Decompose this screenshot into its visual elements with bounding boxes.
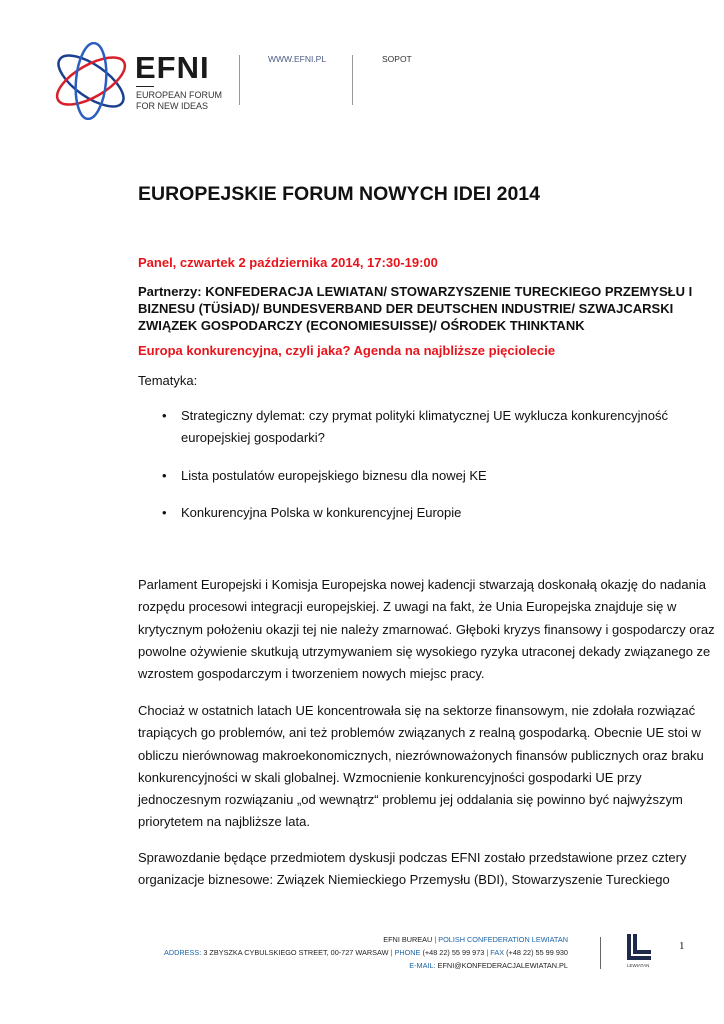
address-label: ADDRESS: — [163, 948, 202, 957]
paragraph-line: konkurencyjności w skali globalnej. Wzmocnienie konkurencyjności gospodarki UE przy — [138, 769, 642, 785]
footer-divider — [600, 937, 601, 969]
paragraph-line: priorytetem na najbliższe lata. — [138, 814, 310, 830]
header-divider — [352, 55, 353, 105]
bullet-icon: • — [162, 468, 167, 483]
location: SOPOT — [382, 54, 412, 64]
paragraph-line: rozpędu procesowi integracji europejskiej. Z uwagi na fakt, że Unia Europejska znajduje się w — [138, 599, 677, 615]
paragraph-line: obliczu nierównowag makroekonomicznych, niezrównoważonych finansów publicznych oraz braku — [138, 747, 704, 763]
logo-subtitle-line: EUROPEAN FORUM — [136, 90, 223, 100]
topic-line: Strategiczny dylemat: czy prymat polityki klimatycznej UE wyklucza konkurencyjność — [181, 408, 668, 423]
topic-line: europejskiej gospodarki? — [181, 430, 325, 446]
lewiatan-logo-text: LEWIATAN — [627, 963, 650, 968]
email-label: E-MAIL: — [409, 961, 436, 970]
email-link[interactable]: EFNI@KONFEDERACJALEWIATAN.PL — [437, 961, 568, 970]
efni-logo-icon — [50, 42, 132, 120]
website-link[interactable]: WWW.EFNI.PL — [268, 54, 327, 64]
paragraph-line: Chociaż w ostatnich latach UE koncentrowała się na sektorze finansowym, nie zdołała rozwiązać — [138, 703, 696, 718]
fax: (+48 22) 55 99 930 — [506, 948, 568, 957]
paragraph-line: wzrostem gospodarczym i tworzeniem nowych miejsc pracy. — [138, 666, 485, 682]
paragraph — [138, 847, 686, 892]
address: 3 ZBYSZKA CYBULSKIEGO STREET, 00-727 WARSAW — [203, 948, 389, 957]
partners-line: ZWIĄZEK GOSPODARCZY (ECONOMIESUISSE)/ OŚRODEK THINKTANK — [138, 318, 585, 333]
logo-title: EFNI — [135, 50, 210, 85]
paragraph-line: Sprawozdanie będące przedmiotem dyskusji podczas EFNI zostało przedstawione przez cztery — [138, 850, 687, 865]
topics-label: Tematyka: — [138, 373, 198, 388]
page-title: EUROPEJSKIE FORUM NOWYCH IDEI 2014 — [138, 183, 540, 205]
paragraph-line: krytycznym położeniu okazji tej nie należy zmarnować. Głęboki kryzys finansowy i gospodarczy oraz — [138, 621, 715, 637]
bullet-icon: • — [162, 505, 167, 520]
phone-label: PHONE — [394, 948, 421, 957]
fax-label: FAX — [490, 948, 505, 957]
lewiatan-logo-icon — [625, 932, 657, 960]
paragraph-line: jednoczesnym rozwiązaniu „od wewnątrz“ problemu jej oddalania się powinno być najwyższym — [138, 792, 683, 808]
phone: (+48 22) 55 99 973 — [422, 948, 485, 957]
partners-line: BIZNESU (TÜSİAD)/ BUNDESVERBAND DER DEUTSCHEN INDUSTRIE/ SZWAJCARSKI — [138, 301, 674, 316]
logo-subtitle-line: FOR NEW IDEAS — [136, 101, 209, 111]
paragraph-line: organizacje biznesowe: Związek Niemieckiego Przemysłu (BDI), Stowarzyszenie Tureckiego — [138, 872, 670, 888]
panel-info: Panel, czwartek 2 października 2014, 17:30-19:00 — [138, 255, 438, 270]
logo-divider — [136, 86, 154, 87]
topic-item: Lista postulatów europejskiego biznesu dla nowej KE — [181, 468, 487, 483]
logo-subtitle — [136, 90, 222, 112]
partners-line: Partnerzy: KONFEDERACJA LEWIATAN/ STOWARZYSZENIE TURECKIEGO PRZEMYSŁU I — [138, 284, 693, 299]
footer-address: EFNI BUREAU | POLISH CONFEDERATION LEWIATAN ADDRESS: 3 ZBYSZKA CYBULSKIEGO STREET, 00-727 WARSAW | PHONE (+48 22) 55 99 973 | FAX (+48 22) 55 99 930 E-MAIL: EFNI@KONFEDERACJALEWIATAN.PL — [163, 935, 568, 970]
footer-confederation: POLISH CONFEDERATION LEWIATAN — [438, 935, 568, 944]
paragraph — [138, 700, 704, 834]
topic-item — [181, 405, 668, 450]
footer-bureau: EFNI BUREAU — [383, 935, 433, 944]
partners — [138, 283, 692, 334]
paragraph — [138, 574, 715, 685]
paragraph-line: Parlament Europejski i Komisja Europejska nowej kadencji stwarzają doskonałą okazję do nadania — [138, 577, 706, 592]
topic-item: Konkurencyjna Polska w konkurencyjnej Europie — [181, 505, 462, 520]
bullet-icon: • — [162, 408, 167, 423]
paragraph-line: trapiących go problemów, ani też problemów związanych z realną gospodarką. Obecnie UE stoi w — [138, 725, 701, 741]
header-divider — [239, 55, 240, 105]
paragraph-line: powolne ożywienie skutkują utrzymywaniem się wysokiego ryzyka utraconej dekady związanego ze — [138, 643, 711, 659]
page-number: 1 — [679, 940, 685, 952]
panel-subtitle: Europa konkurencyjna, czyli jaka? Agenda na najbliższe pięciolecie — [138, 343, 556, 358]
